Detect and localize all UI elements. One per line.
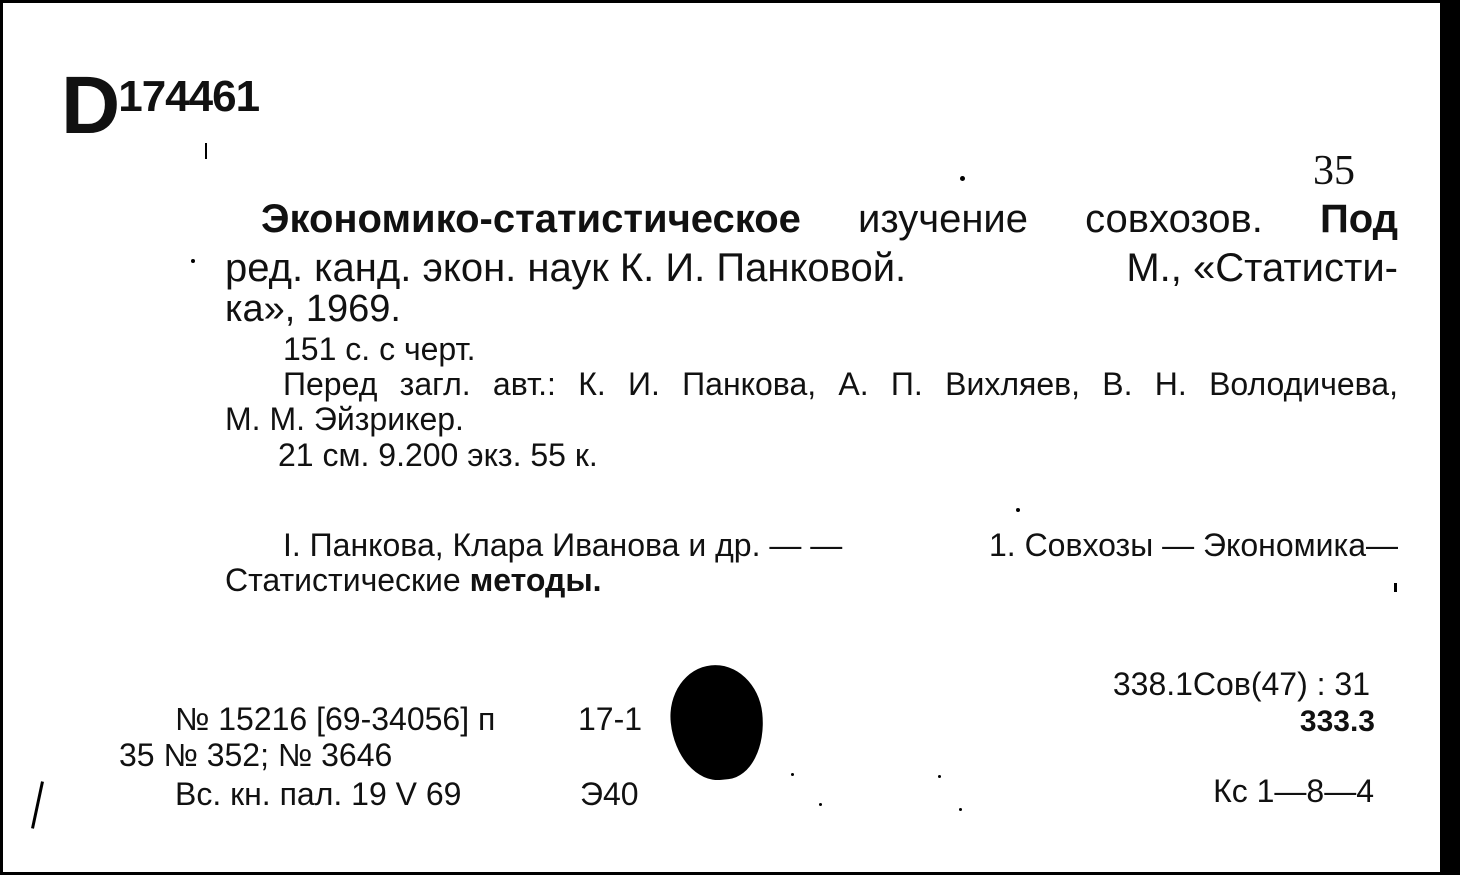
order-line-2: 35 № 352; № 3646 (119, 737, 393, 773)
authors-word: загл. (399, 366, 471, 402)
order-line-3-code: Э40 (580, 776, 639, 812)
punch-hole (665, 661, 769, 785)
subject-word-bold: методы. (469, 562, 602, 598)
scan-speck (959, 808, 962, 811)
stamp-letter: D (61, 60, 119, 151)
authors-word: Вихляев, (945, 366, 1080, 402)
scan-speck (191, 259, 195, 263)
authors-word: Панкова, (682, 366, 817, 402)
title-line-2 (225, 248, 1398, 288)
size-line: 21 см. 9.200 экз. 55 к. (278, 437, 598, 473)
subject-line-1 (283, 529, 1398, 561)
scan-speck (205, 143, 207, 159)
scan-speck (791, 773, 794, 776)
classification-code: 338.1Сов(47) : 31 (1112, 666, 1370, 702)
authors-word: А. (838, 366, 869, 402)
title-word: изучение (858, 197, 1028, 241)
title-word: совхозов. (1085, 197, 1263, 241)
title-word: Экономико-статистическое (261, 197, 801, 241)
authors-word: И. (628, 366, 660, 402)
authors-word: авт.: (492, 366, 556, 402)
authors-word: В. (1102, 366, 1133, 402)
subject-line-2 (225, 564, 602, 596)
authors-line-1 (283, 368, 1398, 400)
order-line-1: № 15216 [69-34056] п (175, 701, 496, 737)
scan-speck (1016, 508, 1020, 512)
pencil-mark (31, 781, 44, 829)
publisher-text: М., «Статисти- (1126, 246, 1398, 290)
author-mark: Кс 1—8—4 (1213, 773, 1374, 809)
pages-line: 151 с. с черт. (283, 331, 476, 367)
subject-author: I. Панкова, Клара Иванова и др. — — (283, 527, 843, 563)
scan-speck (819, 803, 822, 806)
library-stamp (61, 60, 260, 151)
authors-word: П. (890, 366, 923, 402)
scan-speck (960, 176, 965, 181)
title-line-1 (261, 199, 1398, 239)
authors-word: К. (578, 366, 606, 402)
authors-line-2: М. М. Эйзрикер. (225, 401, 464, 437)
editor-text: ред. канд. экон. наук К. И. Панковой. (225, 246, 907, 290)
scan-speck (938, 775, 941, 778)
order-line-3: Вс. кн. пал. 19 V 69 (175, 776, 462, 812)
title-line-3: ка», 1969. (225, 288, 401, 330)
authors-word: Володичева, (1209, 366, 1398, 402)
classification-code-bold: 333.3 (1299, 705, 1375, 738)
subject-heading: 1. Совхозы — Экономика— (988, 527, 1398, 563)
order-line-1-code: 17-1 (578, 701, 643, 737)
subject-word: Статистические (225, 562, 461, 598)
authors-word: Н. (1154, 366, 1187, 402)
authors-word: Перед (283, 366, 378, 402)
stamp-number: 174461 (118, 72, 260, 121)
shelf-number: 35 (1313, 148, 1355, 194)
title-word: Под (1319, 197, 1398, 241)
scan-speck (1394, 583, 1397, 592)
